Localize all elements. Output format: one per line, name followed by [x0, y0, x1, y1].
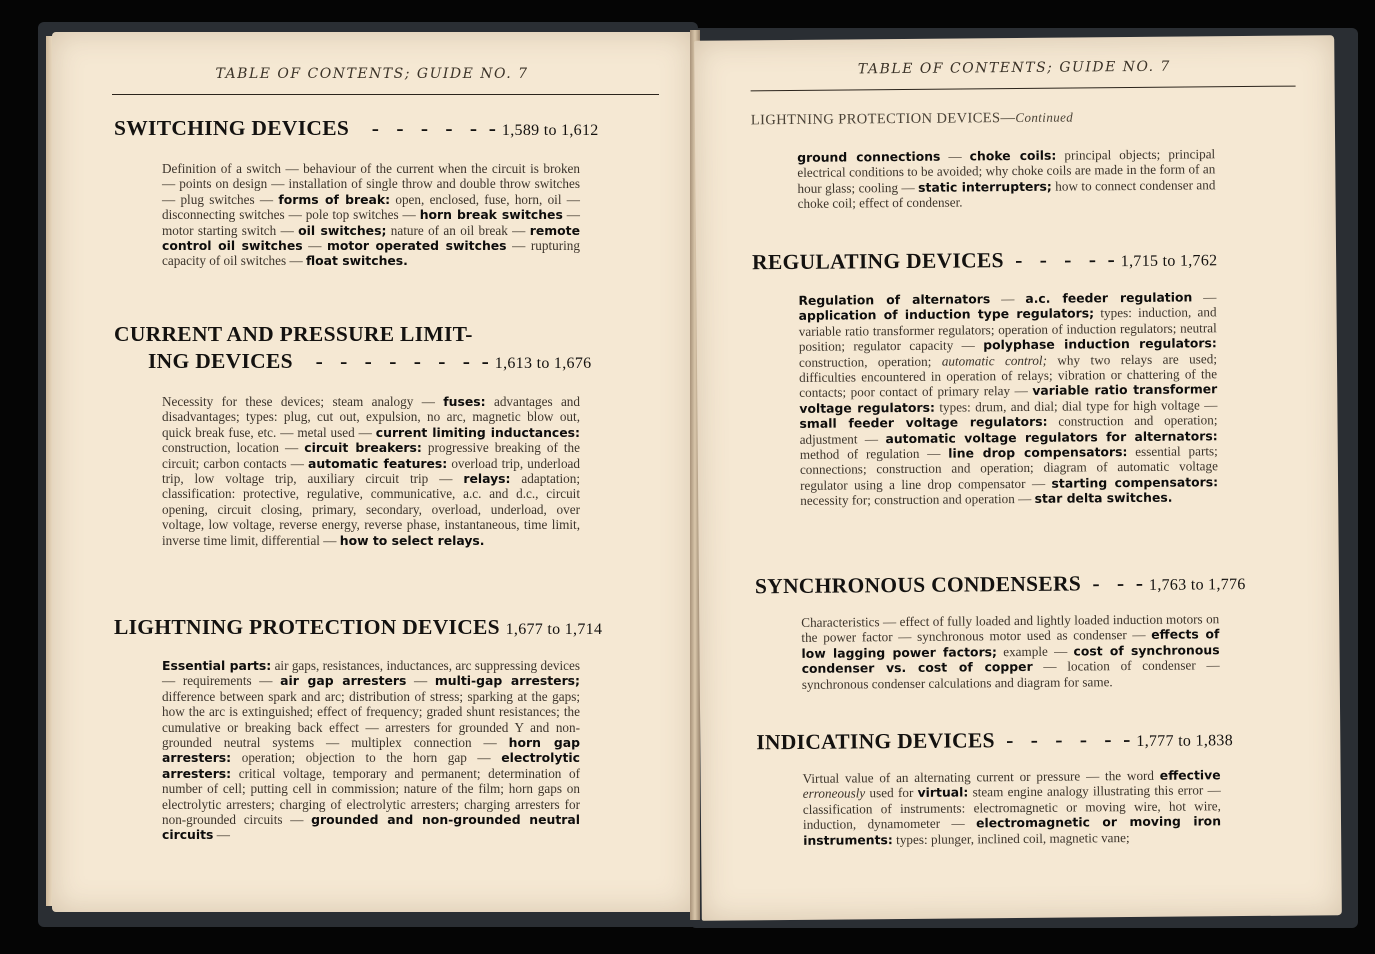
section-regulating-devices	[752, 245, 1314, 509]
section-body	[801, 611, 1220, 692]
continued-body	[797, 146, 1216, 211]
bold-topic: electrolytic arresters:	[162, 750, 580, 781]
text-run: — motor starting switch —	[162, 207, 580, 238]
section-title: SWITCHING DEVICES	[114, 116, 350, 140]
bold-topic: ground connections	[797, 148, 941, 165]
text-run: —	[406, 673, 435, 689]
section-lightning-protection	[114, 615, 684, 843]
text-run: Characteristics — effect of fully loaded and lightly loaded induction motors on the power factor — synchronous motor used as condenser —	[801, 611, 1220, 646]
text-run: steam engine analogy illustrating this error — classification of instruments: electromagnetic or moving wire, hot wire, induction, dynamometer —	[802, 782, 1221, 833]
leader-dashes: - -	[1092, 571, 1131, 596]
bold-topic: line drop compensators:	[948, 444, 1128, 461]
text-run: construction and operation; adjustment —	[799, 412, 1218, 447]
running-head-left: TABLE OF CONTENTS; GUIDE NO. 7	[215, 66, 529, 82]
text-run: construction, location —	[162, 440, 305, 456]
text-run: used for	[865, 785, 918, 801]
bold-topic: virtual:	[917, 784, 969, 801]
leader-dashes: - - - -	[1015, 247, 1103, 273]
leader-dashes: - - - - -	[1006, 727, 1118, 753]
bold-topic: automatic voltage regulators for alternators:	[885, 427, 1218, 446]
bold-topic: multi-gap arresters;	[434, 673, 581, 689]
bold-topic: polyphase induction regulators:	[983, 335, 1217, 353]
header-rule-right	[751, 86, 1296, 92]
running-head-right: TABLE OF CONTENTS; GUIDE NO. 7	[857, 58, 1172, 78]
header-rule-left	[112, 94, 659, 95]
text-run: critical voltage, temporary and permanent; determination of number of cell; putting cell in commission; nature of the film; horn gaps on electrolytic arresters; charging of electrolytic arresters; charging arresters for non-grounded circuits —	[162, 765, 580, 828]
bold-topic: current limiting inductances:	[375, 424, 581, 440]
section-heading: REGULATING DEVICES - - - - - 1,715 to 1,762	[752, 247, 1218, 275]
bold-topic: oil switches;	[298, 222, 387, 238]
text-run: adaptation; classification: protective, regulative, communicative, a.c. and d.c., circuit opening, circuit closing, primary, secondary, overload, underload, over voltage, low voltage, reverse energy, reverse phase, instantaneous, time limit, inverse time limit, differential —	[162, 471, 581, 548]
section-heading	[114, 615, 684, 640]
section-synchronous-condensers	[755, 569, 1316, 692]
text-run: overload trip, underload trip, low voltage trip, auxiliary circuit trip —	[162, 455, 580, 487]
section-body	[162, 161, 580, 269]
section-title: SYNCHRONOUS CONDENSERS	[754, 571, 1082, 599]
bold-topic: starting compensators:	[1051, 474, 1219, 491]
text-run: types: induction, and variable ratio transformer regulators; operation of induction regulators; neutral position; regulator capacity —	[798, 304, 1217, 355]
text-run: — rupturing capacity of oil switches —	[162, 238, 580, 269]
text-run: types: plunger, inclined coil, magnetic vane;	[892, 829, 1130, 847]
bold-topic: application of induction type regulators;	[798, 305, 1095, 324]
text-run: —	[213, 827, 230, 843]
section-title: LIGHTNING PROTECTION DEVICES	[114, 615, 500, 639]
continued-label: LIGHTNING PROTECTION DEVICES—	[750, 110, 1016, 129]
text-run: example —	[996, 643, 1074, 660]
page-range: 1,677 to 1,714	[505, 621, 603, 638]
page-range: 1,777 to 1,838	[1136, 732, 1234, 750]
text-run: —	[302, 238, 327, 254]
page-range: 1,613 to 1,676	[494, 355, 592, 372]
text-run: Definition of a switch — behaviour of the current when the circuit is broken — points on design — installation of single throw and double throw switches — plug switches —	[162, 161, 580, 207]
bold-topic: Regulation of alternators	[798, 291, 991, 308]
text-run: principal objects; principal electrical conditions to be avoided; why choke coils are made in the form of an hour glass; cooling —	[797, 146, 1216, 196]
text-run: nature of an oil break —	[386, 222, 530, 238]
bold-topic: Essential parts:	[162, 658, 272, 673]
section-switching-devices	[114, 116, 664, 269]
bold-topic: air gap arresters	[280, 673, 407, 689]
bold-topic: static interrupters;	[918, 178, 1052, 195]
bold-topic: motor operated switches	[326, 238, 507, 254]
bold-topic: effective	[1159, 767, 1221, 783]
section-title: ING DEVICES	[148, 349, 293, 373]
bold-topic: float switches.	[305, 253, 408, 269]
text-run: operation; objection to the horn gap —	[231, 750, 502, 766]
section-current-pressure-limiting	[114, 322, 674, 548]
text-run: method of regulation —	[799, 445, 949, 462]
bold-topic: horn gap arresters:	[162, 735, 580, 766]
bold-topic: relays:	[463, 471, 511, 487]
text-run: construction, operation;	[798, 353, 942, 370]
section-body	[162, 394, 580, 548]
section-body	[803, 767, 1222, 848]
bold-topic: star delta switches.	[1034, 489, 1173, 507]
leader-dashes: - - - - - - -	[315, 349, 476, 373]
text-run: —	[940, 148, 970, 164]
text-run: types: drum, and dial; dial type for high voltage —	[934, 397, 1218, 415]
text-run: progressive breaking of the circuit; carbon contacts —	[162, 440, 580, 471]
italic-text: erroneously	[802, 785, 866, 802]
bold-topic: cost of synchronous condenser vs. cost of copper	[801, 642, 1220, 677]
section-title: REGULATING DEVICES	[752, 248, 1004, 275]
text-run: — location of condenser — synchronous condenser calculations and diagram for same.	[801, 657, 1220, 692]
section-title: INDICATING DEVICES	[756, 728, 995, 755]
bold-topic: variable ratio transformer voltage regulators:	[799, 381, 1218, 416]
section-heading: SWITCHING DEVICES - - - - - - 1,589 to 1,612	[114, 116, 599, 140]
continued-heading	[751, 110, 1073, 130]
italic-text: automatic control;	[941, 352, 1048, 369]
text-run: Virtual value of an alternating current or pressure — the word	[802, 767, 1160, 786]
bold-topic: circuit breakers:	[304, 440, 422, 456]
bold-topic: how to select relays.	[339, 532, 485, 548]
text-run: why two relays are used; difficulties encountered in operation of relays; vibration or chattering of the contacts; poor contact of primary relay —	[799, 350, 1218, 401]
text-run: open, enclosed, fuse, horn, oil — disconnecting switches — pole top switches —	[162, 191, 580, 223]
right-page	[694, 35, 1342, 921]
text-run: how to connect condenser and choke coil; effect of condenser.	[797, 177, 1216, 212]
bold-topic: grounded and non-grounded neutral circuits	[162, 812, 580, 843]
section-body	[798, 289, 1218, 508]
text-run: difference between spark and arc; distribution of stress; sparking at the gaps; how the arc is extinguished; effect of frequency; graded shunt resistances; the cumulative or breaking back effect — arresters for grounded Y and non-grounded neutral systems — multiplex connection —	[162, 688, 580, 751]
bold-topic: horn break switches	[419, 207, 563, 223]
text-run: air gaps, resistances, inductances, arc suppressing devices — requirements —	[162, 658, 580, 689]
text-run: —	[1192, 289, 1217, 305]
section-heading-line1: CURRENT AND PRESSURE LIMIT-	[114, 322, 473, 346]
bold-topic: a.c. feeder regulation	[1025, 289, 1193, 306]
bold-topic: small feeder voltage regulators:	[799, 413, 1048, 432]
bold-topic: choke coils:	[969, 147, 1057, 164]
text-run: Necessity for these devices; steam analogy —	[162, 394, 444, 409]
left-page	[52, 32, 692, 912]
text-run: —	[990, 290, 1026, 307]
bold-topic: electromagnetic or moving iron instruments:	[803, 813, 1222, 848]
section-heading: SYNCHRONOUS CONDENSERS - - - 1,763 to 1,776	[754, 570, 1246, 599]
page-range: 1,715 to 1,762	[1120, 252, 1218, 271]
bold-topic: forms of break:	[278, 191, 391, 207]
continued-italic: Continued	[1015, 109, 1074, 126]
leader-dashes: - - - - -	[371, 116, 484, 140]
bold-topic: fuses:	[443, 394, 486, 409]
section-heading: INDICATING DEVICES - - - - - - 1,777 to 1,838	[756, 726, 1234, 755]
bold-topic: remote control oil switches	[162, 222, 580, 254]
page-range: 1,763 to 1,776	[1148, 576, 1246, 594]
text-run: essential parts; connections; construction and operation; diagram of automatic voltage regulator using a line drop compensator —	[799, 443, 1218, 493]
section-body	[162, 658, 580, 843]
text-run: advantages and disadvantages; types: plug, cut out, expulsion, no arc, magnetic blow out, quick break fuse, etc. — metal used —	[162, 394, 580, 440]
page-range: 1,589 to 1,612	[501, 122, 599, 139]
section-indicating-devices	[756, 725, 1317, 848]
section-heading-line2: ING DEVICES - - - - - - - - 1,613 to 1,676	[148, 349, 592, 373]
text-run: necessity for; construction and operation —	[800, 491, 1035, 509]
bold-topic: automatic features:	[307, 455, 448, 471]
bold-topic: effects of low lagging power factors;	[801, 626, 1220, 661]
